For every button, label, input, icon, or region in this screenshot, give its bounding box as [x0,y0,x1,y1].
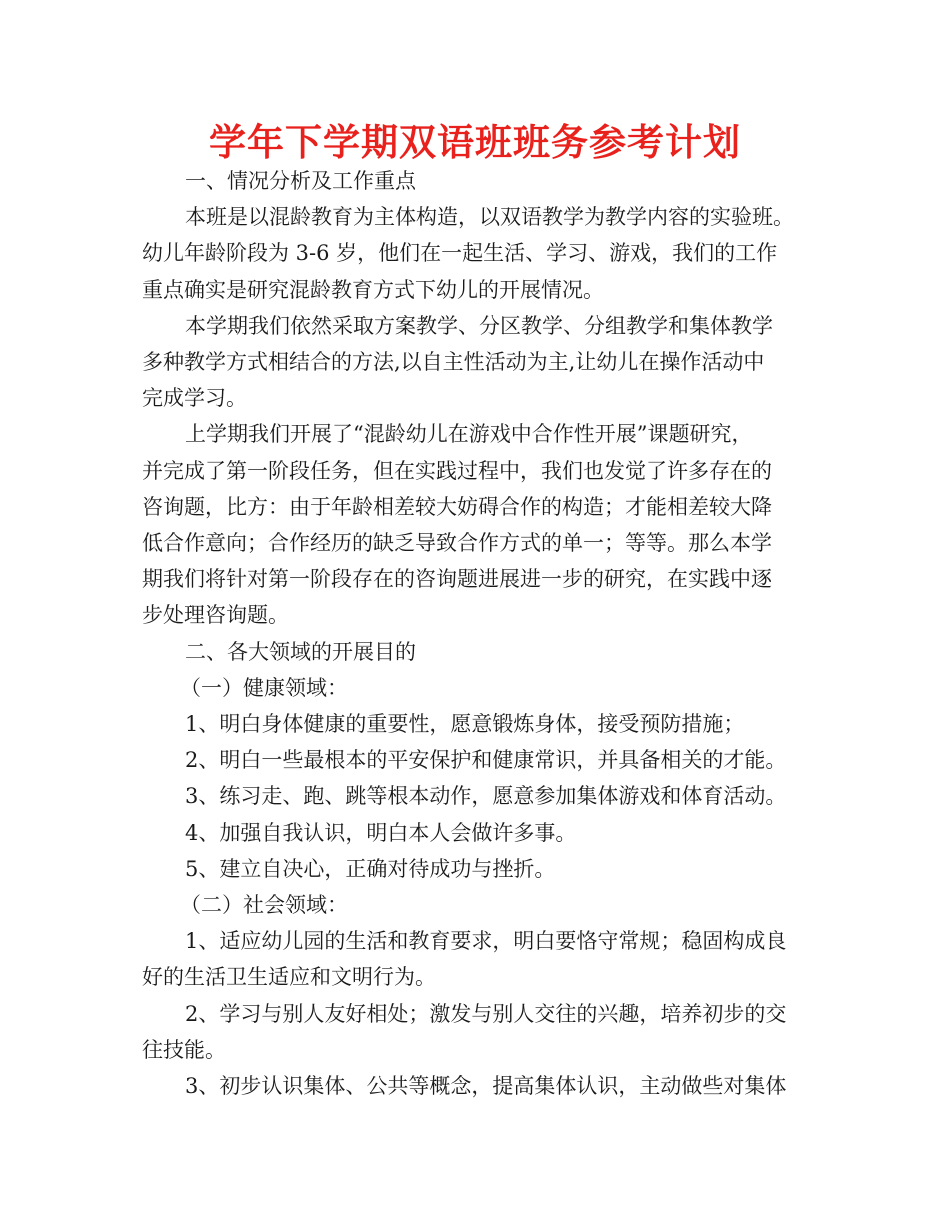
text-line: 低合作意向；合作经历的缺乏导致合作方式的单一；等等。那么本学 [142,531,772,556]
document-body [142,163,822,1104]
text-line: 3、初步认识集体、公共等概念，提高集体认识，主动做些对集体 [185,1074,787,1099]
text-line: 多种教学方式相结合的方法,以自主性活动为主,让幼儿在操作活动中 [142,350,765,375]
text-line: 完成学习。 [142,386,247,411]
text-line: （一）健康领域： [180,675,348,700]
text-line: 2、学习与别人友好相处；激发与别人交往的兴趣，培养初步的交 [185,1001,787,1026]
text-line: 幼儿年龄阶段为 3-6 岁，他们在一起生活、学习、游戏，我们的工作 [142,241,778,266]
text-line: 本班是以混龄教育为主体构造，以双语教学为教学内容的实验班。 [185,205,794,230]
text-line: 2、明白一些最根本的平安保护和健康常识，并具备相关的才能。 [185,748,787,773]
text-line: 好的生活卫生适应和文明行为。 [142,965,436,990]
text-line: 本学期我们依然采取方案教学、分区教学、分组教学和集体教学 [185,313,773,338]
text-line: 往技能。 [142,1037,226,1062]
text-line: 期我们将针对第一阶段存在的咨询题进展进一步的研究，在实践中逐 [142,567,772,592]
text-line: 重点确实是研究混龄教育方式下幼儿的开展情况。 [142,277,604,302]
text-line: 上学期我们开展了“混龄幼儿在游戏中合作性开展”课题研究， [185,422,753,447]
text-line: 一、情况分析及工作重点 [185,169,416,193]
text-line: 5、建立自决心，正确对待成功与挫折。 [185,856,556,881]
document-title: 学年下学期双语班班务参考计划 [209,121,741,164]
text-line: 咨询题，比方：由于年龄相差较大妨碍合作的构造；才能相差较大降 [142,494,772,519]
text-line: 4、加强自我认识，明白本人会做许多事。 [185,820,577,845]
text-line: 二、各大领域的开展目的 [185,639,416,664]
text-line: 步处理咨询题。 [142,603,289,628]
text-line: 1、适应幼儿园的生活和教育要求，明白要恪守常规；稳固构成良 [185,929,787,954]
text-line: 1、明白身体健康的重要性，愿意锻炼身体，接受预防措施； [185,712,745,737]
text-line: 3、练习走、跑、跳等根本动作，愿意参加集体游戏和体育活动。 [185,784,787,809]
text-line: （二）社会领域： [180,893,348,918]
text-line: 并完成了第一阶段任务，但在实践过程中，我们也发觉了许多存在的 [142,458,772,483]
